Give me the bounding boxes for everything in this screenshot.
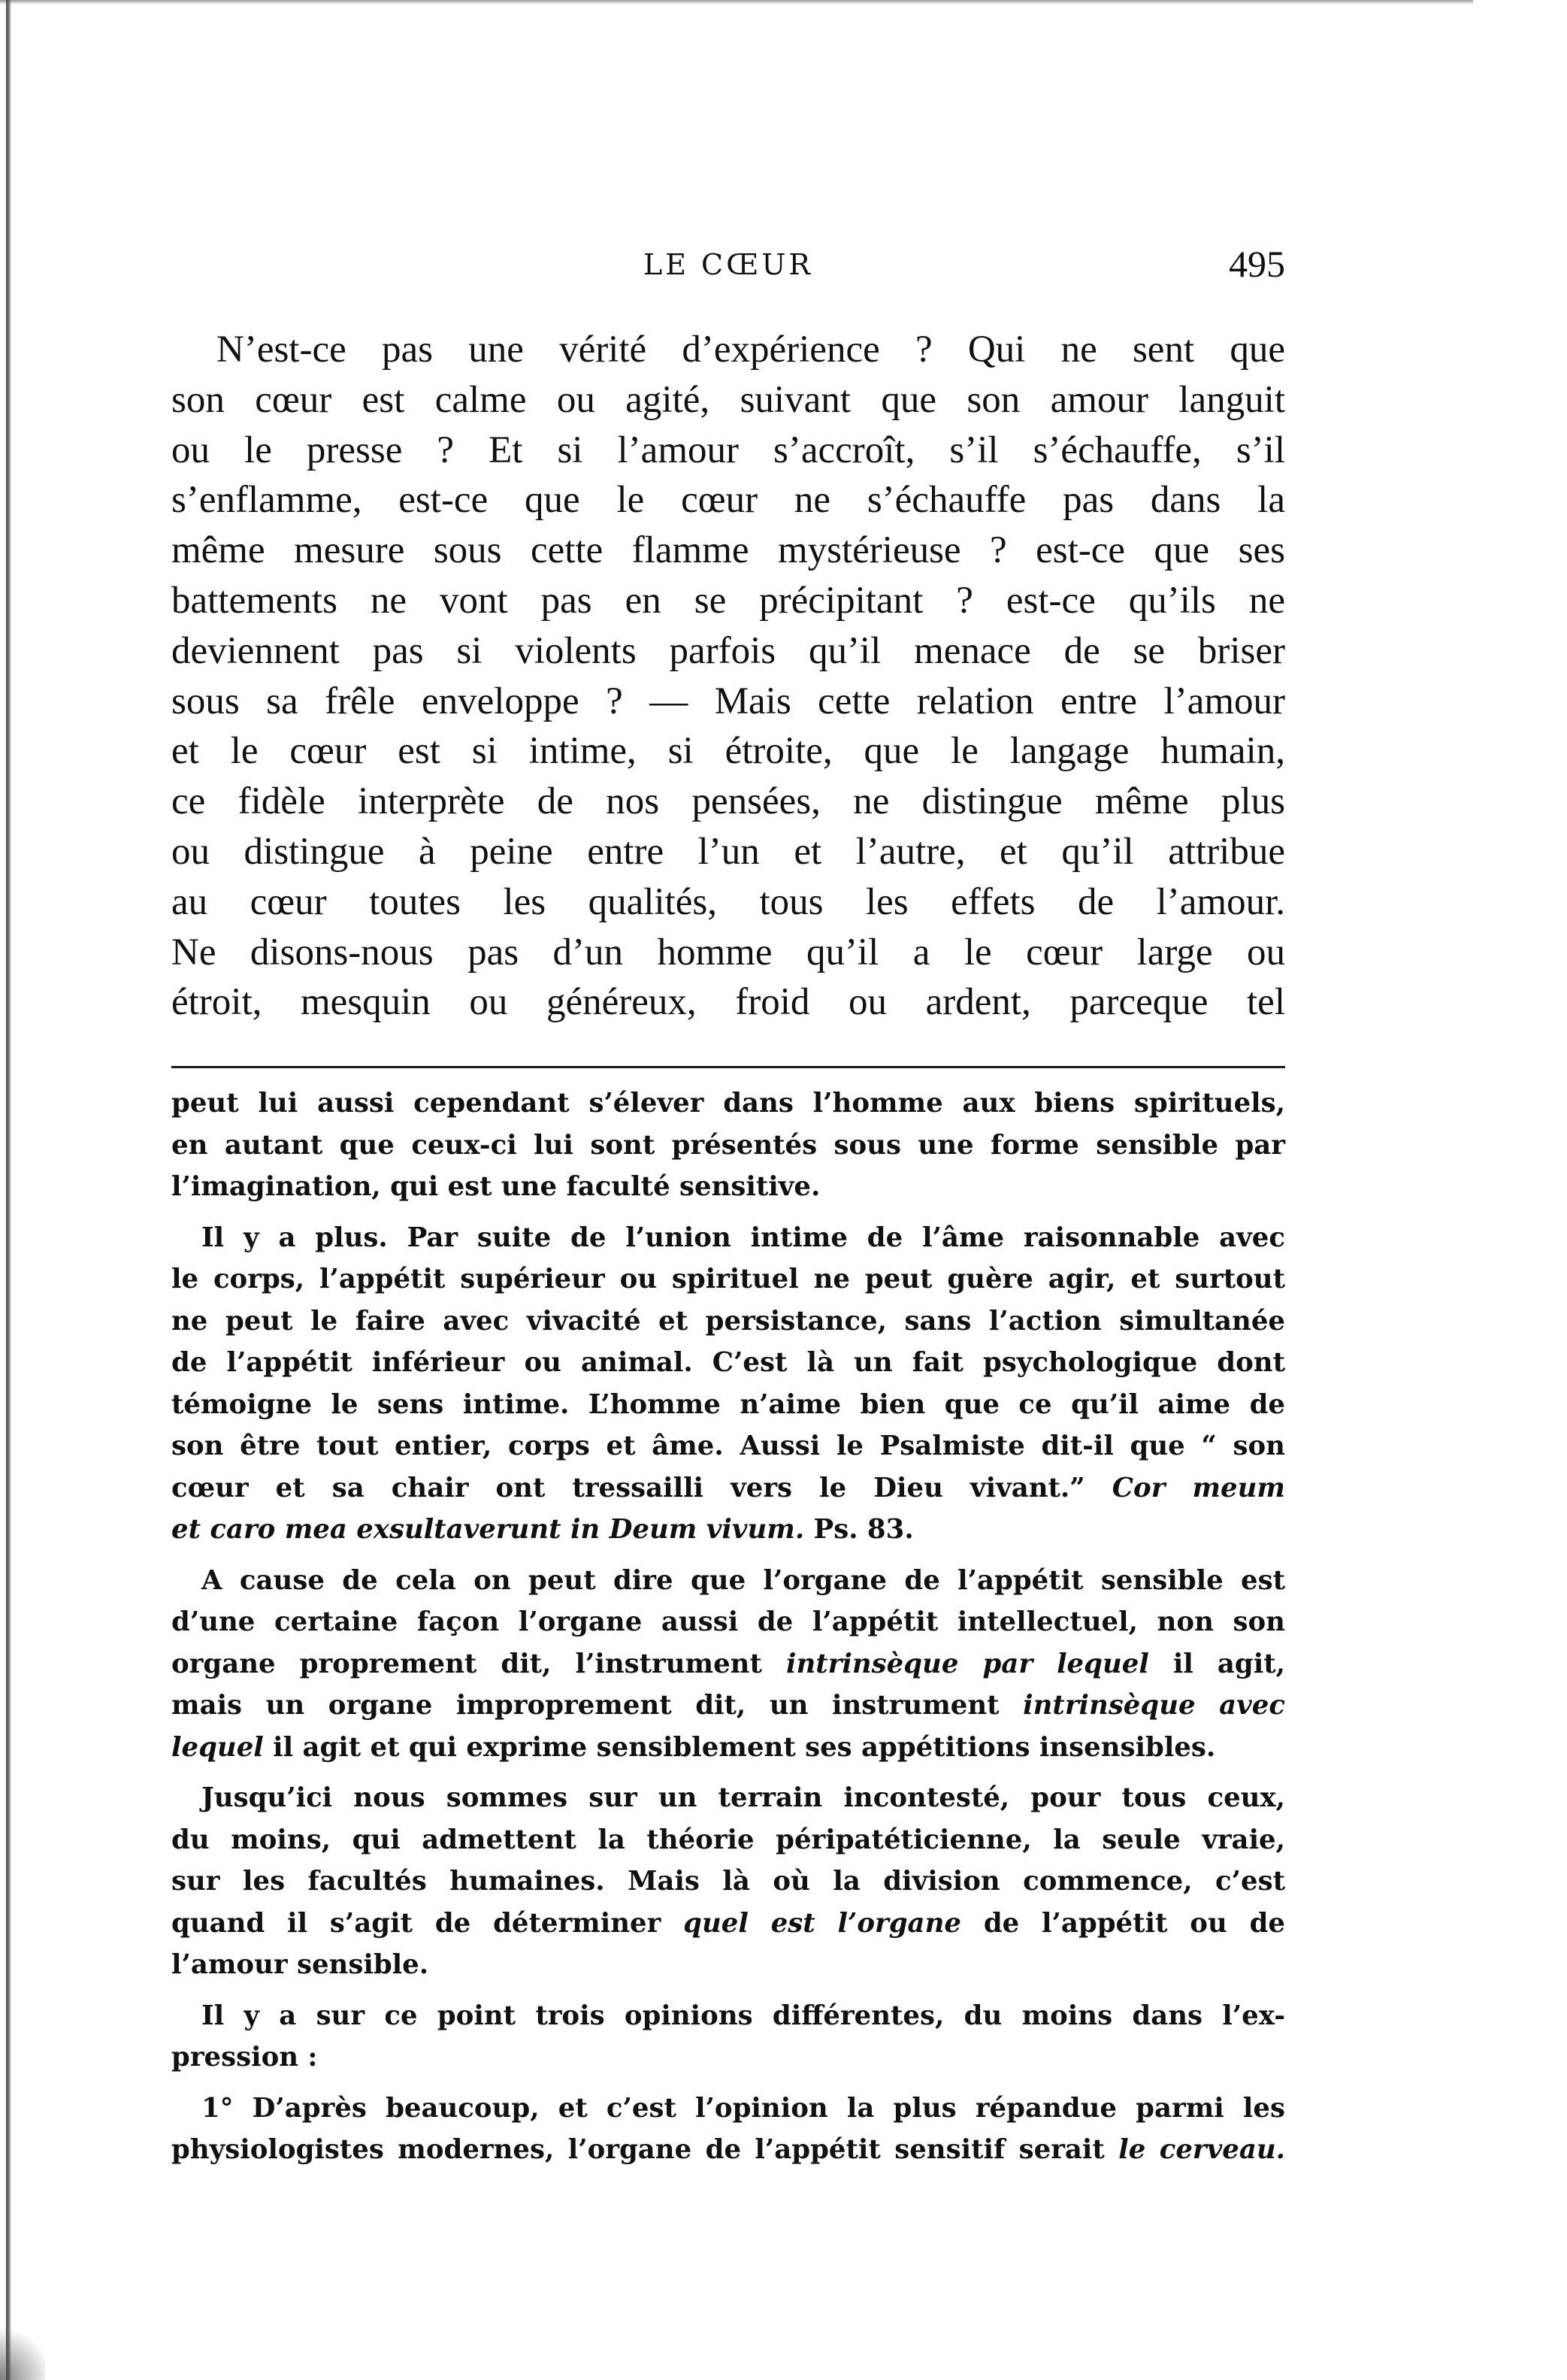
footnote-line: Il y a sur ce point trois opinions différentes, du moins dans l’ex- [201, 2000, 1285, 2031]
footnote-text: organe proprement dit, l’instrument [171, 1648, 762, 1679]
footnote-line: Jusqu’ici nous sommes sur un terrain incontesté, pour tous ceux, [201, 1782, 1285, 1813]
footnote-line: Il y a plus. Par suite de l’union intime de l’âme raisonnable avec [201, 1222, 1285, 1253]
footnote-line [171, 1643, 1285, 1685]
text-line: étroit, mesquin ou généreux, froid ou ardent, parceque tel [171, 981, 1285, 1024]
italic-phrase: quel est l’organe [683, 1907, 961, 1939]
footnote-line: sur les facultés humaines. Mais là où la division commence, c’est [171, 1866, 1285, 1897]
footnote-paragraph [171, 1995, 1285, 2079]
text-line: et le cœur est si intime, si étroite, que le langage humain, [171, 730, 1285, 773]
footnote-line: le corps, l’appétit supérieur ou spirituel ne peut guère agir, et surtout [171, 1264, 1285, 1294]
footnote-line: témoigne le sens intime. L’homme n’aime bien que ce qu’il aime de [171, 1388, 1285, 1420]
footnote-line [171, 1509, 1285, 1551]
psalm-reference: Ps. 83. [813, 1514, 914, 1545]
text-line: battements ne vont pas en se précipitant ? est-ce qu’ils ne [171, 579, 1285, 622]
text-line: N’est-ce pas une vérité d’expérience ? Qui ne sent que [216, 329, 1285, 371]
footnote-line: l’amour sensible. [171, 1949, 429, 1980]
footnote-line: pression : [171, 2042, 318, 2073]
footnote-paragraph [171, 1777, 1285, 1986]
scan-binding-edge [6, 0, 11, 2380]
latin-quote: Cor meum [1112, 1472, 1285, 1503]
footnote-text: mais un organe improprement dit, un instrument [171, 1690, 1000, 1721]
footnote-line: du moins, qui admettent la théorie péripatéticienne, la seule vraie, [171, 1824, 1285, 1855]
footnote-line [171, 1467, 1285, 1509]
footnote-line [171, 2129, 1285, 2171]
footnote-paragraph [171, 1217, 1285, 1551]
footnote-text: il agit et qui exprime sensiblement ses appétitions insensibles. [273, 1731, 1216, 1763]
footnote-text: cœur et sa chair ont tressailli vers le Dieu vivant.” [171, 1472, 1085, 1503]
text-line: son cœur est calme ou agité, suivant que son amour languit [171, 378, 1285, 421]
footnote-line: l’imagination, qui est une faculté sensitive. [171, 1171, 821, 1202]
footnote-text: il agit, [1172, 1648, 1285, 1679]
text-line: deviennent pas si violents parfois qu’il menace de se briser [171, 629, 1285, 672]
footnote-text: quand il s’agit de déterminer [171, 1907, 661, 1939]
italic-phrase: lequel [171, 1731, 264, 1763]
footnote-line: A cause de cela on peut dire que l’organe de l’appétit sensible est [201, 1564, 1285, 1596]
footnote-text: physiologistes modernes, l’organe de l’appétit sensitif serait [171, 2134, 1105, 2165]
page-number: 495 [1229, 243, 1285, 285]
text-line: ce fidèle interprète de nos pensées, ne distingue même plus [171, 780, 1285, 823]
footnote-line: d’une certaine façon l’organe aussi de l’appétit intellectuel, non son [171, 1606, 1285, 1637]
latin-quote: et caro mea exsultaverunt in Deum vivum. [171, 1514, 805, 1545]
footnote-line: en autant que ceux-ci lui sont présentés sous une forme sensible par [171, 1129, 1285, 1161]
main-text [171, 325, 1285, 1028]
footnote-line [171, 1903, 1285, 1945]
footnote-line: son être tout entier, corps et âme. Aussi le Psalmiste dit-il que “ son [171, 1431, 1285, 1461]
footnote-paragraph [171, 1560, 1285, 1769]
footnote-line [171, 1685, 1285, 1727]
footnotes [171, 1083, 1285, 2180]
text-line: ou le presse ? Et si l’amour s’accroît, s’il s’échauffe, s’il [171, 428, 1285, 471]
footnote-line: ne peut le faire avec vivacité et persistance, sans l’action simultanée [171, 1305, 1285, 1337]
footnote-line: peut lui aussi cependant s’élever dans l’homme aux biens spirituels, [171, 1088, 1285, 1119]
running-head [171, 242, 1285, 287]
scan-top-edge [0, 0, 1473, 5]
footnote-paragraph [171, 2088, 1285, 2171]
footnote-line: de l’appétit inférieur ou animal. C’est là un fait psychologique dont [171, 1347, 1285, 1378]
text-line: au cœur toutes les qualités, tous les effets de l’amour. [171, 880, 1285, 923]
text-line: sous sa frêle enveloppe ? — Mais cette relation entre l’amour [171, 680, 1285, 722]
text-line: même mesure sous cette flamme mystérieuse ? est-ce que ses [171, 529, 1285, 572]
footnote-line: 1° D’après beaucoup, et c’est l’opinion la plus répandue parmi les [201, 2092, 1285, 2124]
footnote-paragraph [171, 1083, 1285, 1208]
footnote-rule [171, 1066, 1285, 1068]
scan-corner-shadow [0, 2320, 45, 2380]
running-title: LE CŒUR [643, 248, 813, 281]
italic-phrase: intrinsèque par lequel [785, 1648, 1149, 1679]
italic-phrase: intrinsèque avec [1023, 1690, 1285, 1721]
text-line: Ne disons-nous pas d’un homme qu’il a le cœur large ou [171, 931, 1285, 973]
text-line: s’enflamme, est-ce que le cœur ne s’échauffe pas dans la [171, 479, 1285, 522]
footnote-line [171, 1727, 1285, 1769]
italic-phrase: le cerveau. [1118, 2134, 1285, 2165]
text-line: ou distingue à peine entre l’un et l’autre, et qu’il attribue [171, 830, 1285, 873]
footnote-text: de l’appétit ou de [983, 1907, 1285, 1939]
